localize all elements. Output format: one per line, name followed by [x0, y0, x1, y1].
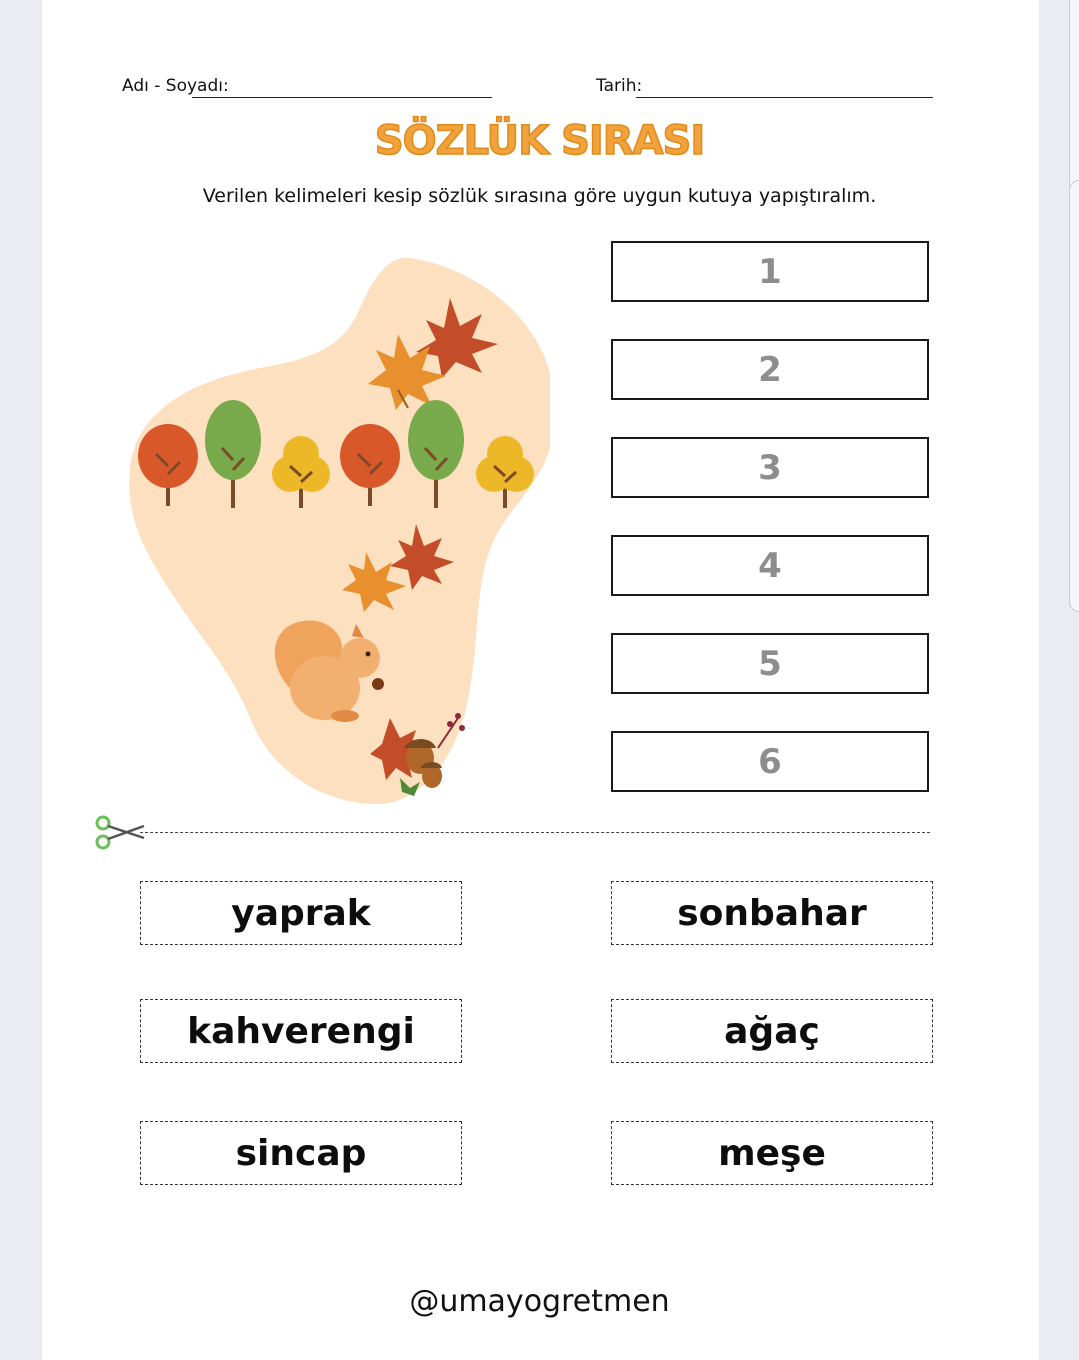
word-card[interactable]: yaprak: [140, 881, 462, 945]
date-label: Tarih:: [596, 76, 643, 96]
cut-line: [140, 832, 930, 833]
instruction-text: Verilen kelimeleri kesip sözlük sırasına göre uygun kutuya yapıştıralım.: [202, 185, 877, 207]
answer-box-4[interactable]: 4: [611, 535, 929, 596]
page-title: SÖZLÜK SIRASI: [374, 118, 705, 164]
answer-box-5[interactable]: 5: [611, 633, 929, 694]
answer-box-6[interactable]: 6: [611, 731, 929, 792]
word-card[interactable]: sincap: [140, 1121, 462, 1185]
answer-box-1[interactable]: 1: [611, 241, 929, 302]
name-line[interactable]: [192, 97, 492, 98]
scissors-icon: [94, 814, 146, 854]
word-card[interactable]: sonbahar: [611, 881, 933, 945]
background-blob: [129, 258, 550, 804]
word-card[interactable]: kahverengi: [140, 999, 462, 1063]
word-card[interactable]: ağaç: [611, 999, 933, 1063]
answer-box-2[interactable]: 2: [611, 339, 929, 400]
author-handle: @umayogretmen: [409, 1284, 670, 1319]
date-line[interactable]: [636, 97, 933, 98]
autumn-illustration: [120, 248, 550, 808]
name-label: Adı - Soyadı:: [122, 76, 229, 96]
word-card[interactable]: meşe: [611, 1121, 933, 1185]
answer-box-3[interactable]: 3: [611, 437, 929, 498]
